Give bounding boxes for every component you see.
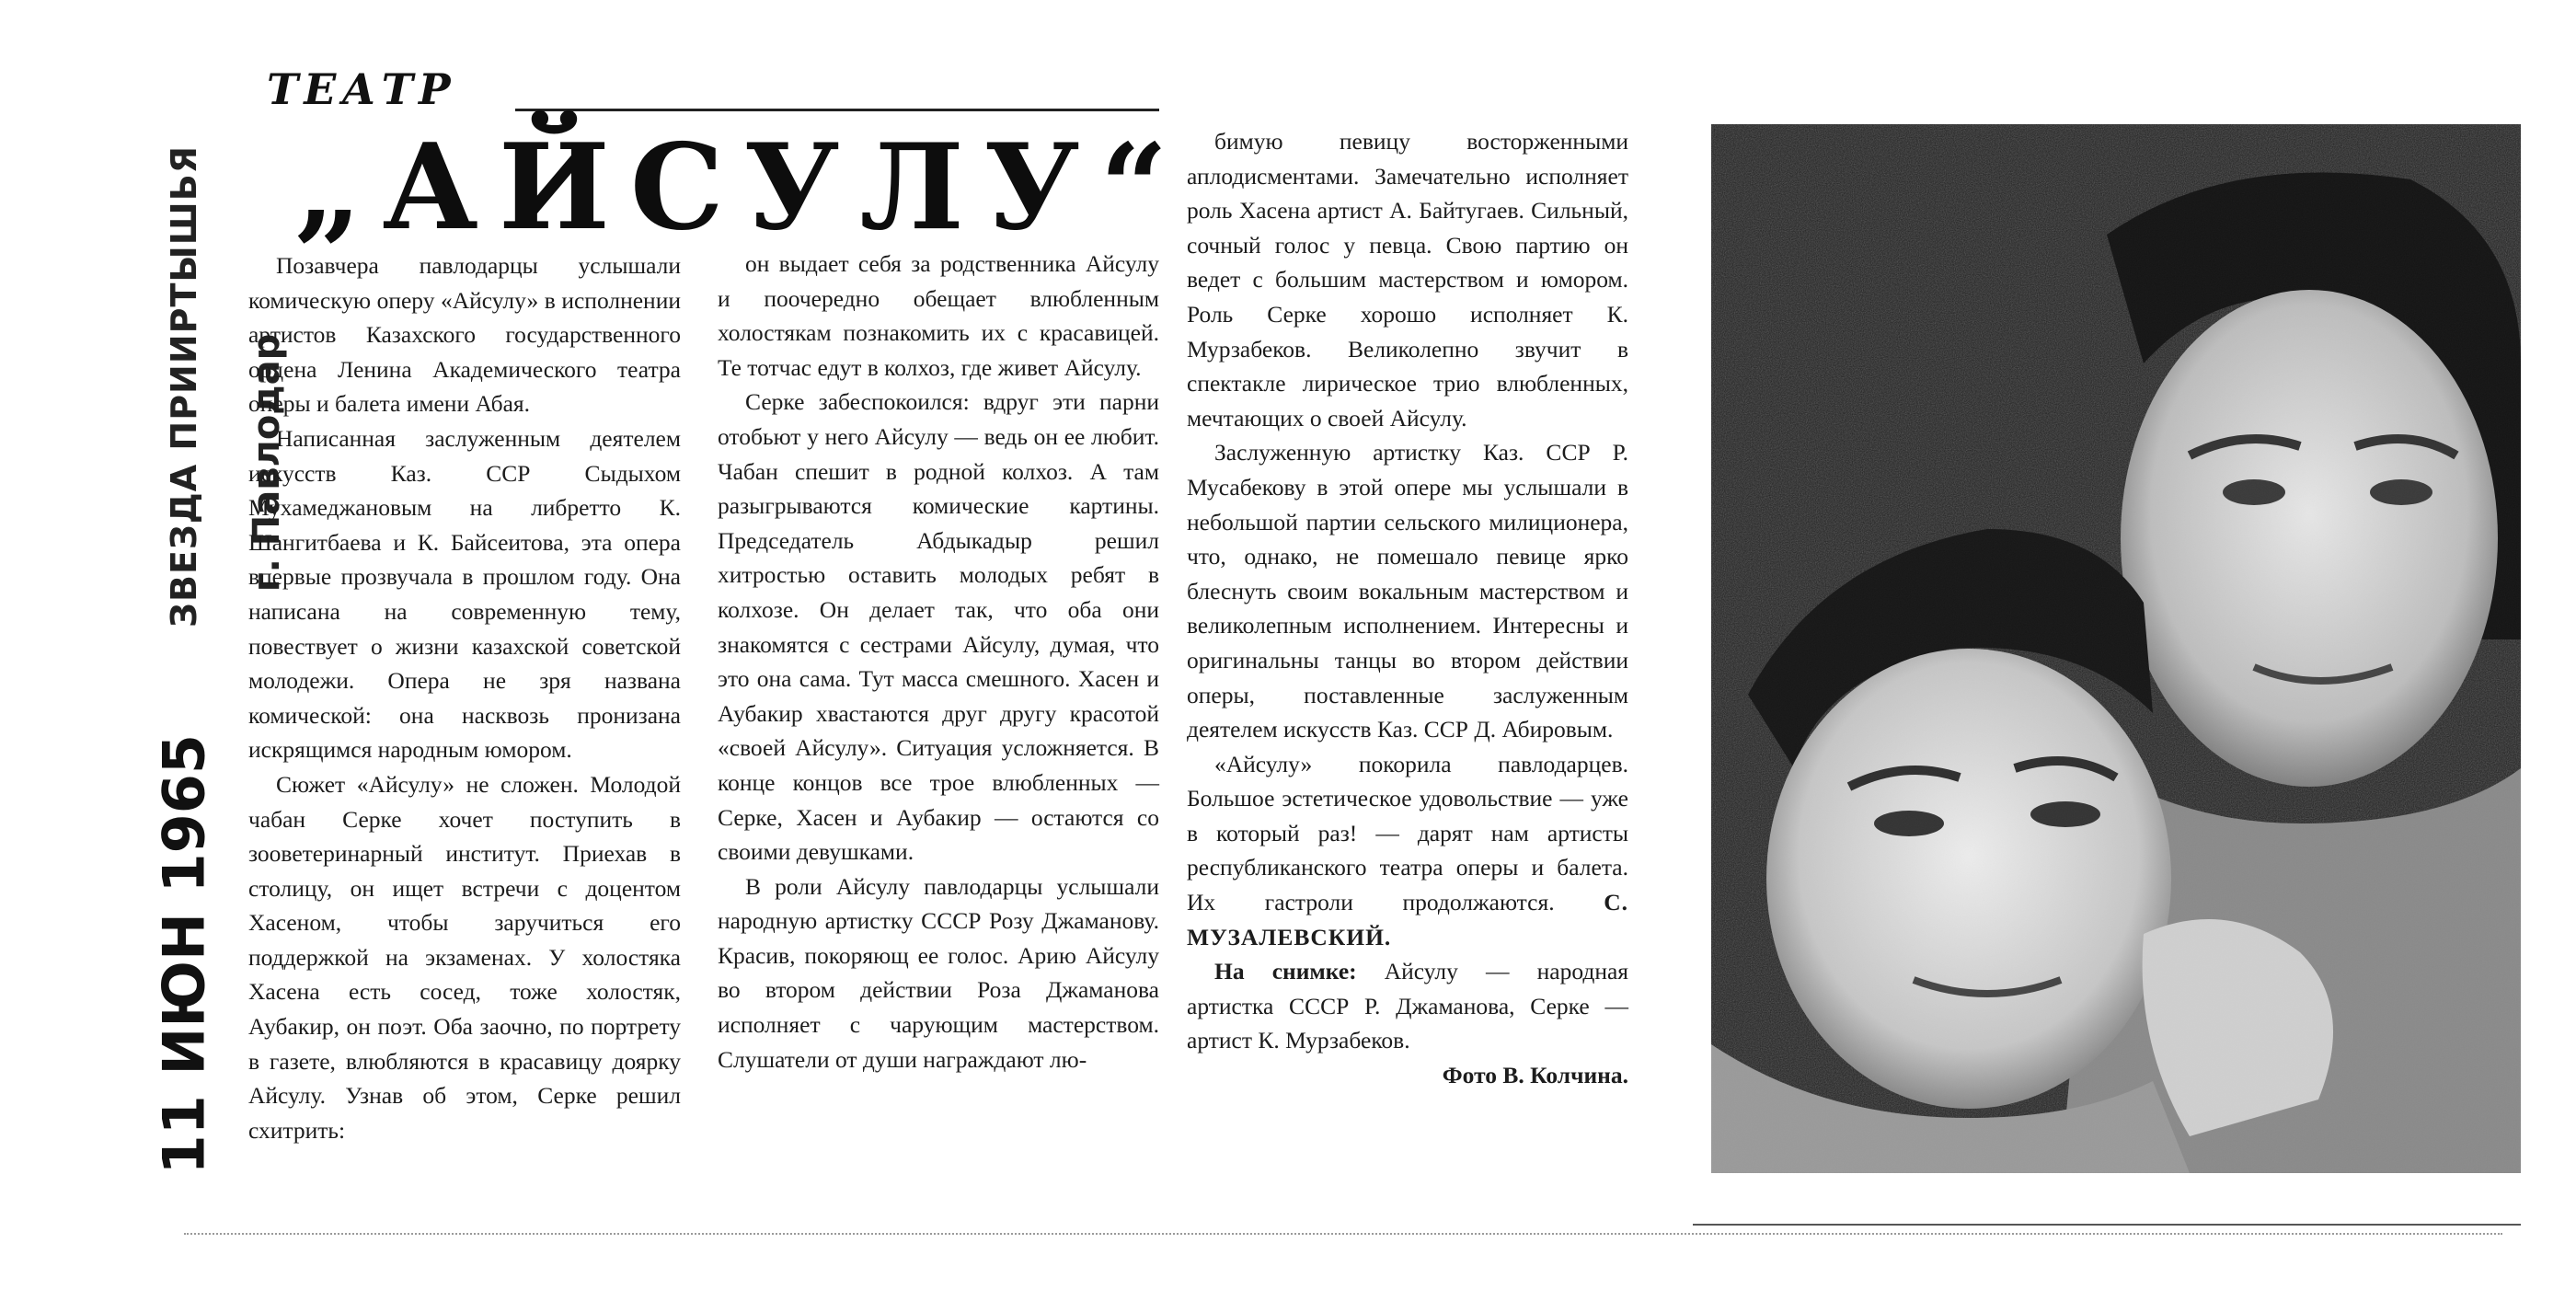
paragraph-text: «Айсулу» покорила павлодарцев. Большое эстетическое удовольствие — уже в который раз! — дарят нам артисты республиканского театра оперы и балета. Их гастроли продолжаются.	[1187, 750, 1628, 916]
photo-credit: Фото В. Колчина.	[1442, 1062, 1628, 1089]
section-rubric: ТЕАТР	[267, 64, 456, 114]
caption-text: Айсулу — народная артистка СССР Р. Джаманова, Серке — артист К. Мурзабеков.	[1187, 958, 1629, 1054]
article-column-1	[248, 248, 681, 1147]
paragraph: Написанная заслуженным деятелем искусств Каз. ССР Сыдыхом Мухамеджановым на либретто К. Шангитбаева и К. Байсеитова, эта опера впервые прозвучала в прошлом году. Она написана на современную тему, повествует о жизни казахской советской молодежи. Опера не зря названа комической: она насквозь пронизана искрящимся народным юмором.	[248, 424, 681, 764]
stamp-date: 11 ИЮН 1965	[150, 733, 218, 1175]
article-column-3	[1187, 124, 1628, 1093]
paragraph: бимую певицу восторженными аплодисментами. Замечательно исполняет роль Хасена артист А. Байтугаев. Сильный, сочный голос у певца. Свою партию он ведет с большим мастерством и юмором. Роль Серке хорошо исполняет К. Мурзабеков. Великолепно звучит в спектакле лирическое трио влюбленных, мечтающих о своей Айсулу.	[1187, 128, 1628, 432]
stamp-publication: ЗВЕЗДА ПРИИРТЫШЬЯ	[164, 145, 204, 627]
rubric-rule	[515, 109, 1159, 111]
paragraph: В роли Айсулу павлодарцы услышали народную артистку СССР Розу Джаманову. Красив, покоряющ ее голос. Арию Айсулу во втором действии Роза Джаманова исполняет с чарующим мастерством. Слушатели от души награждают лю-	[718, 872, 1159, 1073]
stamp-city: г. Павлодар	[246, 333, 288, 593]
article-photo	[1711, 124, 2521, 1173]
paragraph: Позавчера павлодарцы услышали комическую оперу «Айсулу» в исполнении артистов Казахского государственного ордена Ленина Академического театра оперы и балета имени Абая.	[248, 252, 681, 418]
photo-border	[1693, 1187, 2521, 1226]
author-byline: С. МУЗАЛЕВСКИЙ.	[1187, 889, 1629, 950]
clipping-edge	[184, 1233, 2502, 1240]
paragraph: Заслуженную артистку Каз. ССР Р. Мусабекову в этой опере мы услышали в небольшой партии сельского милиционера, что, однако, не помешало певице ярко блеснуть своим вокальным мастерством и великолепным исполнением. Интересны и оригинальны танцы во втором действии оперы, поставленные заслуженным деятелем искусств Каз. ССР Д. Абировым.	[1187, 439, 1628, 743]
paragraph: Сюжет «Айсулу» не сложен. Молодой чабан Серке хочет поступить в зооветеринарный институт. Приехав в столицу, он ищет встречи с доцентом Хасеном, чтобы заручиться его поддержкой на экзаменах. У холостяка Хасена есть сосед, тоже холостяк, Аубакир, он поэт. Оба заочно, по портрету в газете, влюбляются в красавицу доярку Айсулу. Узнав об этом, Серке решил схитрить:	[248, 770, 681, 1144]
paragraph: Серке забеспокоился: вдруг эти парни отобьют у него Айсулу — ведь он ее любит. Чабан спешит в родной колхоз. А там разыгрываются комические картины. Председатель Абдыкадыр решил хитростью оставить молодых ребят в колхозе. Он делает так, что оба они знакомятся с сестрами Айсулу, думая, что это она сама. Тут масса смешного. Хасен и Аубакир хвастаются друг другу красотой «своей Айсулу». Ситуация усложняется. В конце концов все трое влюбленных —Серке, Хасен и Аубакир — остаются со своими девушками.	[718, 388, 1159, 866]
newspaper-stamp	[129, 138, 288, 1175]
article-headline: „АЙСУЛУ“	[294, 119, 1189, 257]
article-column-2	[718, 247, 1159, 1076]
paragraph: он выдает себя за родственника Айсулу и поочередно обещает влюбленным холостякам познакомить их с красавицей. Те тотчас едут в колхоз, где живет Айсулу.	[718, 250, 1159, 381]
photo-caption	[1187, 954, 1628, 1058]
caption-lead: На снимке:	[1214, 958, 1357, 985]
paragraph	[1187, 747, 1628, 955]
photo-image	[1711, 124, 2521, 1173]
